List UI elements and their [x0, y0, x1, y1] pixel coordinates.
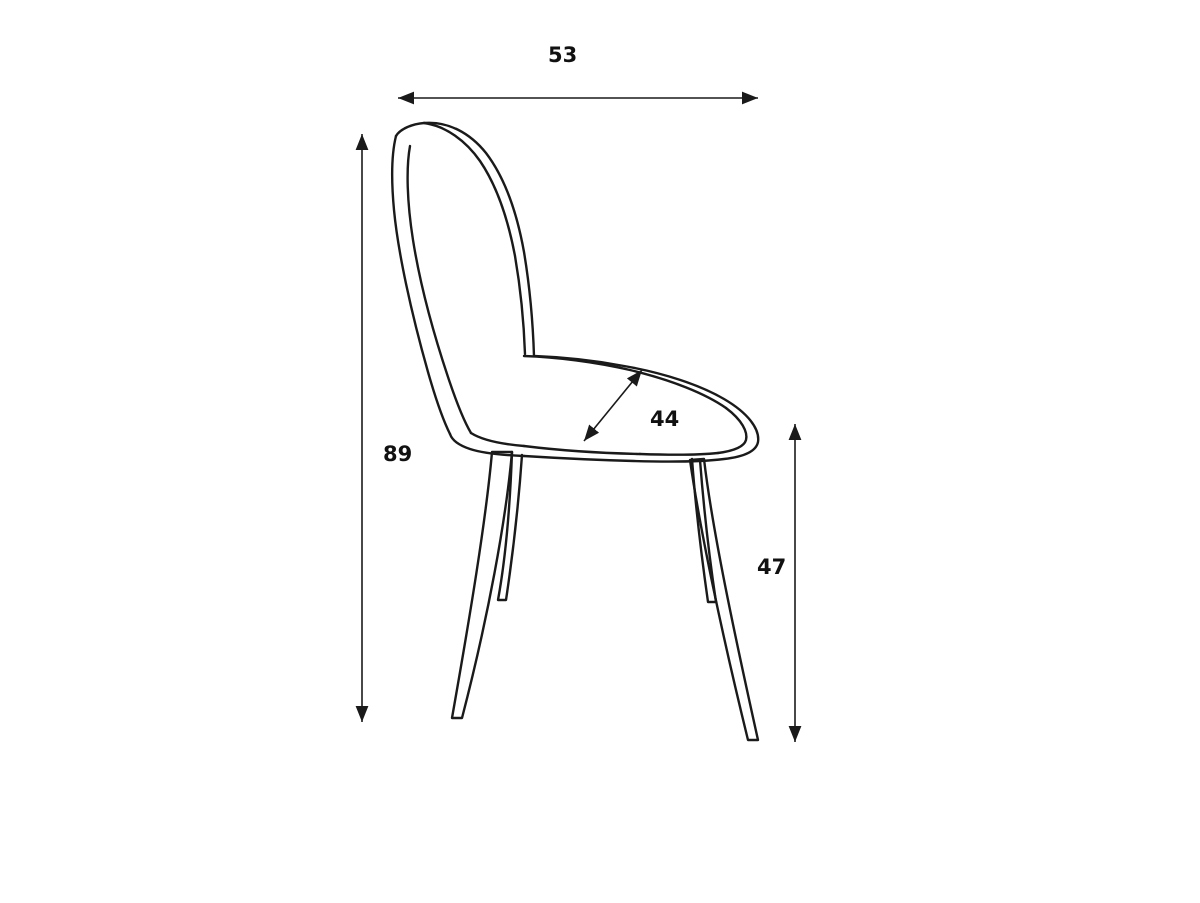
dimension-label-width: 53: [548, 43, 578, 67]
dimension-label-seat-height: 47: [757, 555, 787, 579]
dimension-depth-44: [584, 370, 642, 441]
chair-silhouette: [392, 123, 758, 462]
dimension-label-height: 89: [383, 442, 413, 466]
dimension-lines: [362, 98, 795, 742]
chair-legs: [452, 452, 758, 740]
dimension-label-depth: 44: [650, 407, 680, 431]
